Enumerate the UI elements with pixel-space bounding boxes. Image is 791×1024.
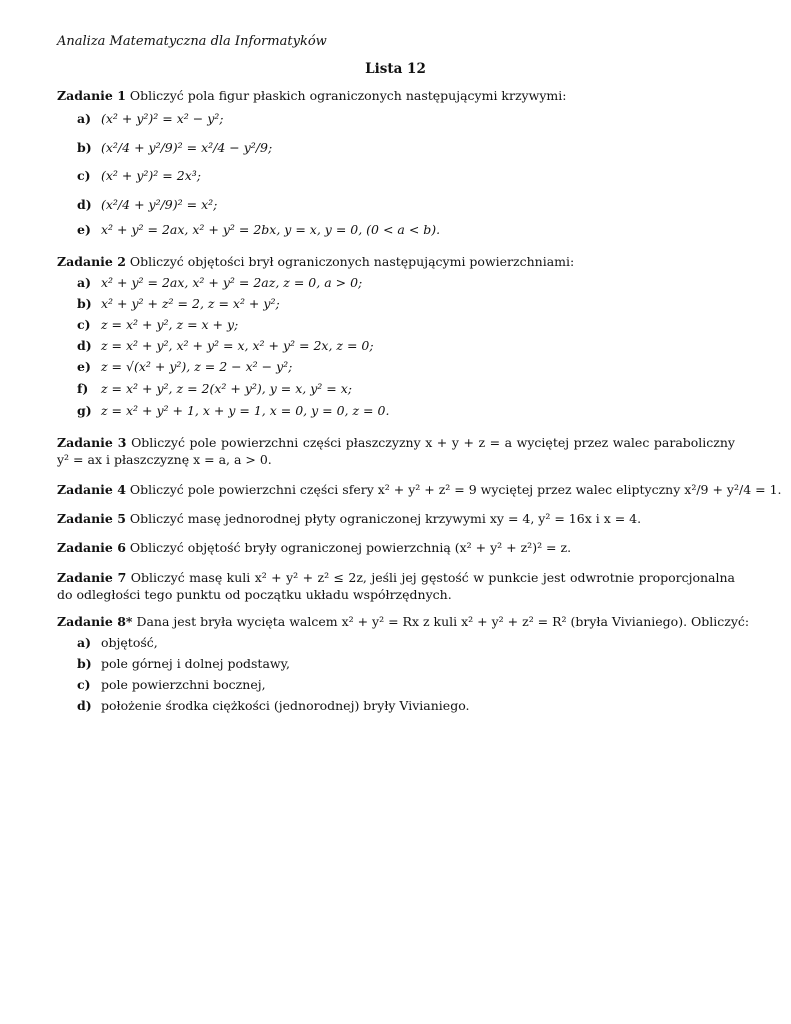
task-1-item: [77, 111, 224, 126]
task-2-item: [77, 275, 362, 290]
task-2-item: [77, 381, 352, 396]
item-text: pole górnej i dolnej podstawy,: [101, 656, 290, 671]
item-key: e): [77, 359, 91, 374]
task-2-item: [77, 403, 389, 418]
task-7-text: Obliczyć masę kuli x² + y² + z² ≤ 2z, jeśli jej gęstość w punkcie jest odwrotnie proporcjonalna do odległości tego punktu od początku układu współrzędnych.: [57, 570, 736, 602]
task-6: [57, 540, 571, 555]
item-key: c): [77, 168, 91, 183]
task-8-item: [77, 635, 158, 650]
task-8-item: [77, 656, 290, 671]
task-4: [57, 482, 782, 497]
item-expr: z = x² + y², z = x + y;: [101, 317, 239, 332]
task-2-item: [77, 296, 280, 311]
item-expr: x² + y² = 2ax, x² + y² = 2bx, y = x, y = 0, (0 < a < b).: [101, 222, 441, 237]
task-2-item: [77, 317, 238, 332]
item-expr: x² + y² = 2ax, x² + y² = 2az, z = 0, a > 0;: [101, 275, 363, 290]
item-expr: (x² + y²)² = x² − y²;: [101, 111, 224, 126]
item-text: pole powierzchni bocznej,: [101, 677, 266, 692]
task-7: [57, 569, 735, 603]
task-2: [57, 254, 574, 269]
item-expr: (x²/4 + y²/9)² = x²;: [101, 197, 218, 212]
task-8-label: Zadanie 8*: [57, 614, 133, 629]
item-expr: (x²/4 + y²/9)² = x²/4 − y²/9;: [101, 140, 273, 155]
task-3: [57, 434, 735, 468]
task-8: [57, 614, 749, 629]
task-4-label: Zadanie 4: [57, 482, 126, 497]
item-key: c): [77, 677, 91, 692]
task-1: [57, 88, 566, 103]
task-2-item: [77, 338, 374, 353]
task-2-label: Zadanie 2: [57, 254, 126, 269]
item-key: g): [77, 403, 92, 418]
item-text: położenie środka ciężkości (jednorodnej) bryły Vivianiego.: [101, 698, 470, 713]
item-key: d): [77, 197, 92, 212]
item-key: d): [77, 338, 92, 353]
item-key: b): [77, 656, 92, 671]
item-key: b): [77, 296, 92, 311]
task-5-text: Obliczyć masę jednorodnej płyty ograniczonej krzywymi xy = 4, y² = 16x i x = 4.: [129, 511, 642, 526]
task-1-item: [77, 222, 440, 237]
task-6-text: Obliczyć objętość bryły ograniczonej powierzchnią (x² + y² + z²)² = z.: [129, 540, 572, 555]
item-expr: z = x² + y² + 1, x + y = 1, x = 0, y = 0, z = 0.: [101, 403, 390, 418]
item-key: f): [77, 381, 89, 396]
item-expr: z = x² + y², z = 2(x² + y²), y = x, y² = x;: [101, 381, 352, 396]
task-1-label: Zadanie 1: [57, 88, 126, 103]
item-expr: (x² + y²)² = 2x³;: [101, 168, 201, 183]
item-key: a): [77, 635, 92, 650]
task-4-text: Obliczyć pole powierzchni części sfery x² + y² + z² = 9 wyciętej przez walec eliptyczny x²/9 + y²/4 = 1.: [129, 482, 782, 497]
course-header: Analiza Matematyczna dla Informatyków: [57, 34, 327, 49]
task-1-item: [77, 168, 201, 183]
task-2-item: [77, 359, 292, 374]
item-key: d): [77, 698, 92, 713]
task-7-label: Zadanie 7: [57, 570, 127, 585]
task-8-item: [77, 698, 469, 713]
task-1-item: [77, 197, 217, 212]
item-expr: x² + y² + z² = 2, z = x² + y²;: [101, 296, 280, 311]
task-1-item: [77, 140, 272, 155]
task-5: [57, 511, 641, 526]
item-key: a): [77, 111, 92, 126]
task-1-text: Obliczyć pola figur płaskich ograniczonych następującymi krzywymi:: [129, 88, 567, 103]
item-text: objętość,: [101, 635, 158, 650]
list-title: Lista 12: [365, 61, 426, 77]
task-8-text: Dana jest bryła wycięta walcem x² + y² = Rx z kuli x² + y² + z² = R² (bryła Vivianiego). Obliczyć:: [136, 614, 750, 629]
task-8-item: [77, 677, 266, 692]
item-key: a): [77, 275, 92, 290]
task-2-text: Obliczyć objętości brył ograniczonych następującymi powierzchniami:: [129, 254, 575, 269]
task-5-label: Zadanie 5: [57, 511, 126, 526]
task-6-label: Zadanie 6: [57, 540, 126, 555]
item-expr: z = √(x² + y²), z = 2 − x² − y²;: [101, 359, 293, 374]
item-key: c): [77, 317, 91, 332]
item-expr: z = x² + y², x² + y² = x, x² + y² = 2x, z = 0;: [101, 338, 374, 353]
task-3-label: Zadanie 3: [57, 435, 127, 450]
item-key: e): [77, 222, 91, 237]
item-key: b): [77, 140, 92, 155]
task-3-text: Obliczyć pole powierzchni części płaszczyzny x + y + z = a wyciętej przez walec paraboliczny y² = ax i płaszczyznę x = a, a > 0.: [57, 435, 735, 467]
